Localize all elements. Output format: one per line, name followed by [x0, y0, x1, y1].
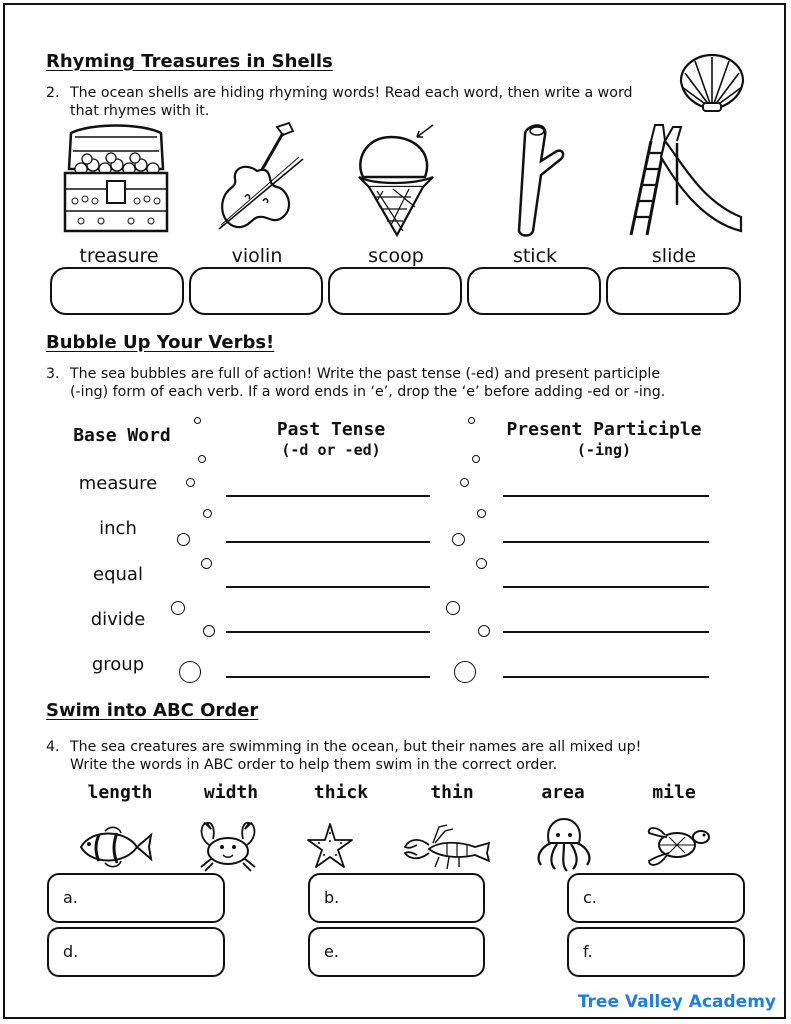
instruction-line: The sea bubbles are full of action! Write the past tense (-ed) and present participle: [70, 366, 661, 382]
verbs-section-title: Bubble Up Your Verbs!: [46, 332, 275, 353]
rhyme-word-stick: stick: [512, 245, 558, 267]
column-subheader-present: (-ing): [576, 441, 632, 459]
rhyme-word-violin: violin: [231, 245, 283, 267]
abc-answer-box-c[interactable]: [567, 873, 745, 923]
sea-turtle-icon: [643, 823, 715, 871]
verb-measure: measure: [78, 473, 158, 494]
rhyme-answer-box[interactable]: [467, 267, 601, 315]
bubble-icon: [468, 417, 475, 424]
stick-icon: [501, 121, 571, 239]
abc-word-thin: thin: [430, 782, 474, 803]
bubble-icon: [477, 509, 486, 518]
rhyme-answer-box[interactable]: [606, 267, 741, 315]
abc-answer-box-f[interactable]: [567, 927, 745, 977]
bubble-icon: [201, 558, 212, 569]
abc-instructions: [46, 738, 746, 774]
answer-label: c.: [583, 888, 597, 907]
bubble-icon: [446, 601, 460, 615]
verbs-instructions: [46, 365, 746, 401]
verb-divide: divide: [90, 609, 146, 630]
bubble-icon: [179, 661, 201, 683]
instruction-line: (-ing) form of each verb. If a word ends in ‘e’, drop the ‘e’ before adding -ed or -ing.: [70, 384, 666, 400]
slide-icon: [621, 121, 747, 239]
rhyme-answer-box[interactable]: [328, 267, 462, 315]
answer-label: e.: [324, 942, 339, 961]
bubble-icon: [476, 558, 487, 569]
present-participle-answer-line[interactable]: [503, 495, 709, 497]
abc-word-thick: thick: [313, 782, 369, 803]
bubble-icon: [186, 478, 195, 487]
column-header-base-word: Base Word: [73, 425, 171, 446]
rhyming-instructions: [46, 84, 686, 120]
bubble-icon: [198, 455, 206, 463]
rhyme-word-scoop: scoop: [368, 245, 424, 267]
treasure-chest-icon: [61, 121, 171, 235]
rhyming-section-title: Rhyming Treasures in Shells: [46, 51, 333, 72]
present-participle-answer-line[interactable]: [503, 676, 709, 678]
instruction-line: The sea creatures are swimming in the ocean, but their names are all mixed up!: [70, 739, 642, 755]
rhyme-word-treasure: treasure: [79, 245, 159, 267]
abc-answer-box-e[interactable]: [308, 927, 485, 977]
instruction-line: Write the words in ABC order to help them swim in the correct order.: [70, 757, 558, 773]
past-tense-answer-line[interactable]: [226, 676, 430, 678]
verb-group: group: [91, 654, 145, 675]
bubble-icon: [203, 625, 215, 637]
bubble-icon: [460, 478, 469, 487]
column-header-present-participle: Present Participle: [506, 419, 702, 440]
abc-word-length: length: [87, 782, 153, 803]
brand-logo-text: Tree Valley Academy: [577, 992, 776, 1012]
lobster-icon: [399, 823, 495, 873]
seashell-icon: [677, 51, 747, 113]
abc-section-title: Swim into ABC Order: [46, 700, 259, 721]
instruction-line: The ocean shells are hiding rhyming words! Read each word, then write a word: [70, 85, 633, 101]
bubble-icon: [194, 417, 201, 424]
violin-icon: [207, 121, 307, 237]
bubble-icon: [454, 661, 476, 683]
question-number: 3.: [46, 366, 60, 382]
worksheet-page: [3, 3, 786, 1019]
bubble-icon: [478, 625, 490, 637]
question-number: 2.: [46, 85, 60, 101]
present-participle-answer-line[interactable]: [503, 586, 709, 588]
ice-cream-scoop-icon: [353, 121, 443, 239]
present-participle-answer-line[interactable]: [503, 631, 709, 633]
starfish-icon: [305, 821, 355, 871]
abc-word-mile: mile: [652, 782, 696, 803]
crab-icon: [195, 817, 261, 873]
bubble-icon: [452, 533, 465, 546]
rhyme-answer-box[interactable]: [189, 267, 323, 315]
column-subheader-past: (-d or -ed): [281, 441, 381, 459]
answer-label: b.: [324, 888, 340, 907]
bubble-icon: [472, 455, 480, 463]
past-tense-answer-line[interactable]: [226, 631, 430, 633]
question-number: 4.: [46, 739, 60, 755]
abc-answer-box-d[interactable]: [47, 927, 225, 977]
octopus-icon: [531, 817, 597, 873]
verb-equal: equal: [93, 564, 143, 585]
bubble-icon: [171, 601, 185, 615]
abc-answer-box-a[interactable]: [47, 873, 225, 923]
answer-label: a.: [63, 888, 78, 907]
bubble-icon: [203, 509, 212, 518]
past-tense-answer-line[interactable]: [226, 541, 430, 543]
column-header-past-tense: Past Tense: [276, 419, 386, 440]
clownfish-icon: [71, 825, 155, 869]
present-participle-answer-line[interactable]: [503, 541, 709, 543]
abc-answer-box-b[interactable]: [308, 873, 485, 923]
rhyme-answer-box[interactable]: [50, 267, 184, 315]
rhyme-word-slide: slide: [651, 245, 697, 267]
past-tense-answer-line[interactable]: [226, 495, 430, 497]
answer-label: d.: [63, 942, 79, 961]
abc-word-area: area: [541, 782, 585, 803]
bubble-icon: [177, 533, 190, 546]
verb-inch: inch: [99, 518, 137, 539]
past-tense-answer-line[interactable]: [226, 586, 430, 588]
answer-label: f.: [583, 942, 593, 961]
instruction-line: that rhymes with it.: [70, 103, 210, 119]
abc-word-width: width: [203, 782, 259, 803]
